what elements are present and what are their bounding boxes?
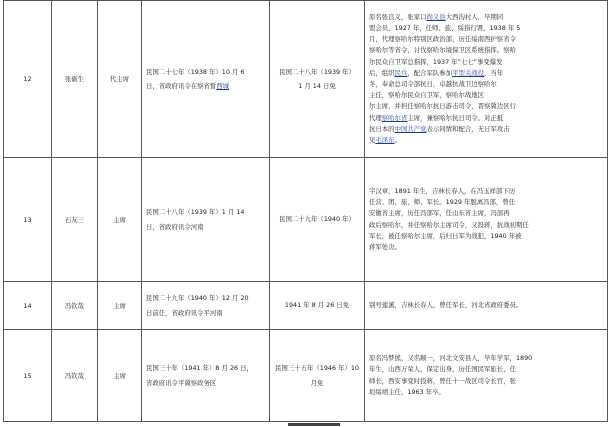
biography-line bbox=[369, 34, 603, 45]
person-name-cell bbox=[52, 1, 98, 158]
biography-text: 安徽省主席，历任冯部军，任山东省主席，冯部再 bbox=[369, 209, 510, 218]
position-title: 主席 bbox=[113, 301, 126, 310]
appointment-date-line: 日前任，省政府讯令平河南 bbox=[146, 308, 223, 317]
biography-text: 表示同情和配合，无日军攻击 bbox=[426, 124, 510, 133]
removal-date-line: 民国二十九年（1940 年） bbox=[279, 215, 355, 224]
wiki-link[interactable]: 西城 bbox=[216, 82, 230, 90]
wiki-link[interactable]: 中国共产党 bbox=[394, 124, 427, 133]
biography-line bbox=[369, 135, 603, 146]
removal-date-line: 民国二十八年（1939 年） bbox=[279, 67, 355, 76]
removal-date-line: 1941 年 8 月 26 日免 bbox=[284, 301, 350, 310]
biography-line bbox=[369, 45, 603, 56]
biography-text: 冬，奉命总司令部抗日，卓越抗战卫边察哈尔 bbox=[369, 80, 497, 88]
scroll-indicator bbox=[288, 423, 340, 426]
removal-date-cell bbox=[270, 330, 365, 422]
biography-line bbox=[369, 220, 603, 231]
biography-text: 蒋军处决。 bbox=[369, 242, 401, 251]
table-row bbox=[4, 282, 608, 330]
row-number-cell bbox=[4, 330, 52, 422]
biography-text: 察哈尔等省令，讨伐察哈尔境保卫区系统指挥。察哈 bbox=[369, 46, 516, 55]
biography-text: 盟会员，1927 年，任师、旅、绥指行署。1938 年 5 bbox=[369, 23, 521, 32]
biography-line bbox=[369, 124, 603, 135]
biography-text: 抗日本的 bbox=[369, 124, 395, 133]
biography-text: 别号莲溪，吉林长春人，曾任军长，河北省政府委员。 bbox=[369, 300, 523, 309]
row-number: 15 bbox=[23, 371, 32, 380]
biography-text: ，配合军队参加 bbox=[407, 68, 453, 77]
removal-date-cell bbox=[270, 282, 365, 330]
table-row bbox=[4, 1, 608, 158]
biography-line bbox=[369, 79, 603, 90]
appointment-date-line: 民国二十八年（1939 年）1 月 14 bbox=[146, 208, 245, 216]
biography-line bbox=[369, 57, 603, 68]
biography-note-cell bbox=[365, 330, 608, 422]
biography-line bbox=[369, 101, 603, 112]
row-number: 14 bbox=[23, 301, 32, 310]
position-title-cell bbox=[98, 330, 142, 422]
biography-text: 字汉章，1891 年生，吉林长春人，在冯玉祥部下历 bbox=[369, 186, 516, 195]
biography-text: 政后察哈尔，并任察哈尔主席司令，又投蒋，抗战初期任 bbox=[369, 220, 529, 229]
removal-date-line: 民国三十五年（1946 年）10 bbox=[275, 364, 359, 372]
biography-text: 主席，兼察哈尔抗日司令。对正抵 bbox=[407, 113, 504, 122]
biography-line bbox=[369, 23, 603, 34]
biography-text: 见 bbox=[369, 136, 376, 145]
position-title-cell bbox=[98, 282, 142, 330]
biography-line bbox=[369, 113, 603, 124]
row-number: 12 bbox=[23, 75, 32, 83]
biography-line bbox=[369, 387, 603, 398]
person-name-cell bbox=[52, 282, 98, 330]
appointment-date-cell bbox=[142, 330, 270, 422]
biography-line bbox=[369, 90, 603, 101]
biography-text: 师长，西安事变时投蒋，曾任十一战区司令长官，张 bbox=[369, 376, 516, 385]
biography-line bbox=[369, 186, 603, 197]
position-title-cell bbox=[98, 158, 142, 282]
removal-date-line: 1 月 14 日免 bbox=[298, 82, 336, 90]
row-number-cell bbox=[4, 158, 52, 282]
appointment-date-cell bbox=[142, 282, 270, 330]
biography-line bbox=[369, 197, 603, 208]
biography-line bbox=[369, 300, 603, 311]
biography-note-cell bbox=[365, 282, 608, 330]
table-row bbox=[4, 158, 608, 282]
removal-date-cell bbox=[270, 1, 365, 158]
biography-line bbox=[369, 242, 603, 253]
wiki-link[interactable]: 平型关战役 bbox=[452, 68, 485, 77]
person-name: 石友三 bbox=[64, 215, 85, 224]
biography-line bbox=[369, 364, 603, 375]
biography-text: 。 bbox=[394, 136, 401, 145]
removal-date-cell bbox=[270, 158, 365, 282]
appointment-table bbox=[3, 0, 608, 422]
biography-text: ，当年 bbox=[484, 68, 504, 77]
biography-text: 原名冯梦熊，又名顺一，河北文安县人，早年学军，1890 bbox=[369, 354, 533, 363]
biography-text: 后，组织 bbox=[369, 68, 395, 77]
biography-text: 尔民众自卫军总指挥，1937 年”七七”事变爆发 bbox=[369, 57, 503, 66]
biography-note-cell bbox=[365, 1, 608, 158]
appointment-date-text: 日，省政府讯令在察省暂 bbox=[146, 82, 217, 90]
person-name-cell bbox=[52, 158, 98, 282]
biography-text: 年生，山西万荣人，保定出身，历任国民军旅长，任 bbox=[369, 365, 516, 374]
table-body bbox=[4, 1, 608, 422]
position-title: 主席 bbox=[113, 215, 126, 224]
wiki-link[interactable]: 民兵 bbox=[394, 68, 408, 77]
wiki-link[interactable]: 察哈尔省 bbox=[381, 113, 408, 122]
person-name-cell bbox=[52, 330, 98, 422]
biography-line bbox=[369, 353, 603, 364]
biography-text: 军长，被任察哈尔主席，后归日军为战犯，1940 年被 bbox=[369, 231, 522, 240]
appointment-date-line: 民国三十年（1941 年）8 月 26 日， bbox=[146, 364, 253, 372]
biography-text: 任营、团、旅、师、军长。1929 年脱离冯部，曾任 bbox=[369, 198, 516, 207]
person-name: 冯钦哉 bbox=[64, 371, 85, 380]
position-title-cell bbox=[98, 1, 142, 158]
biography-text: 垣绥靖主任，1963 年卒。 bbox=[369, 387, 445, 396]
biography-line bbox=[369, 376, 603, 387]
person-name: 张砺生 bbox=[64, 75, 85, 83]
appointment-date-line: 民国二十九年（1940 年）12 月 20 bbox=[146, 294, 249, 302]
biography-text: 代理 bbox=[369, 113, 382, 122]
biography-text: 原名张良义，张家口 bbox=[369, 12, 427, 21]
biography-line bbox=[369, 12, 603, 23]
biography-text: 尔主席，并担任察哈尔抗日游击司令，晋察冀边区行 bbox=[369, 102, 516, 111]
biography-text: 月，代理察哈尔特别区政治部，历任绥南西护察省令 bbox=[369, 35, 516, 44]
row-number-cell bbox=[4, 1, 52, 158]
table-row bbox=[4, 330, 608, 422]
wiki-link[interactable]: 毛泽东 bbox=[375, 136, 395, 145]
biography-line bbox=[369, 208, 603, 219]
position-title: 代主席 bbox=[109, 75, 130, 83]
biography-note-cell bbox=[365, 158, 608, 282]
row-number-cell bbox=[4, 282, 52, 330]
biography-line bbox=[369, 68, 603, 79]
position-title: 主席 bbox=[113, 371, 126, 380]
appointment-date-line: 日，省政府讯令河南 bbox=[146, 222, 204, 231]
biography-line bbox=[369, 231, 603, 242]
appointment-date-cell bbox=[142, 1, 270, 158]
appointment-date-cell bbox=[142, 158, 270, 282]
biography-text: 主任，察哈尔民众自卫军，察哈尔战地区 bbox=[369, 91, 485, 100]
row-number: 13 bbox=[23, 215, 32, 224]
removal-date-line: 月免 bbox=[310, 378, 324, 387]
biography-text: 大西沟村人，早期同 bbox=[445, 12, 504, 21]
appointment-date-line bbox=[146, 79, 265, 94]
appointment-date-line: 民国二十七年（1938 年）10 月 6 bbox=[146, 67, 245, 76]
person-name: 冯钦哉 bbox=[64, 301, 85, 310]
appointment-date-line: 省政府讯令平冀察政务区 bbox=[146, 378, 217, 387]
wiki-link[interactable]: 尚义县 bbox=[426, 12, 446, 21]
